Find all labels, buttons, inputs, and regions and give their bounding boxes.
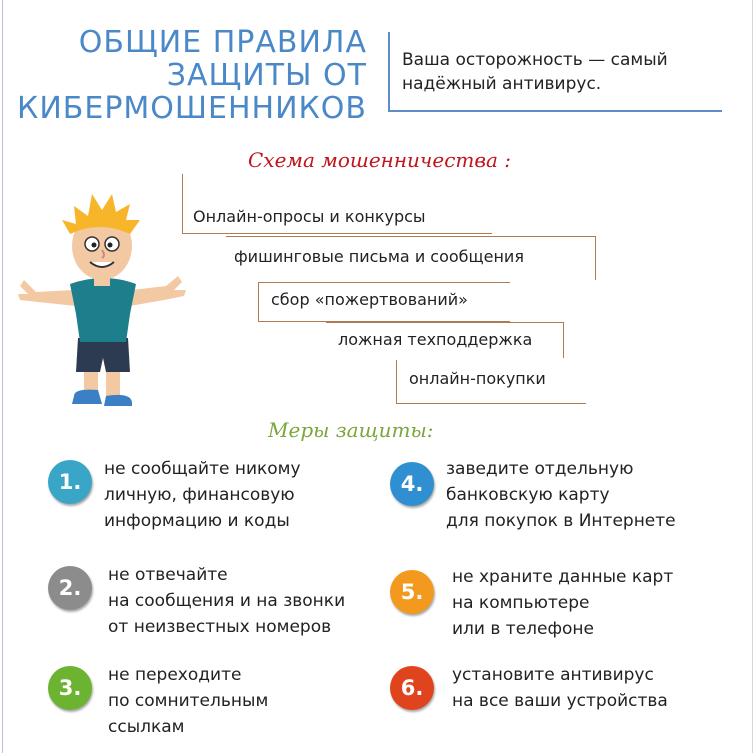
measure-text: не переходите по сомнительным ссылкам bbox=[108, 665, 269, 737]
measure-text: заведите отдельную банковскую карту для покупок в Интернете bbox=[446, 459, 676, 531]
title-line-1: ОБЩИЕ ПРАВИЛА bbox=[78, 25, 367, 60]
measure-number-badge: 6. bbox=[390, 666, 434, 710]
scheme-item-donations: сбор «пожертвований» bbox=[258, 282, 510, 322]
header-divider-horizontal bbox=[388, 110, 722, 112]
measure-text: не отвечайте на сообщения и на звонки от неизвестных номеров bbox=[108, 565, 346, 637]
scheme-item-online-shopping: онлайн-покупки bbox=[396, 360, 586, 404]
slogan: Ваша осторожность — самый надёжный антивирус. bbox=[402, 50, 668, 94]
measure-number-badge: 5. bbox=[390, 570, 434, 614]
measure-number-badge: 3. bbox=[48, 666, 92, 710]
header-divider-vertical bbox=[388, 32, 390, 112]
measures-title: Меры защиты: bbox=[268, 418, 434, 442]
scheme-item-surveys: Онлайн-опросы и конкурсы bbox=[182, 174, 492, 234]
page-title bbox=[17, 26, 367, 125]
scheme-item-fake-support: ложная техподдержка bbox=[326, 322, 564, 358]
title-line-3: КИБЕРМОШЕННИКОВ bbox=[17, 91, 367, 126]
title-line-2: ЗАЩИТЫ ОТ bbox=[166, 58, 367, 93]
measure-number-badge: 2. bbox=[48, 566, 92, 610]
measure-number-badge: 4. bbox=[390, 462, 434, 506]
measure-text: не сообщайте никому личную, финансовую информацию и коды bbox=[104, 459, 301, 531]
measure-number-badge: 1. bbox=[48, 460, 92, 504]
cartoon-boy-icon bbox=[14, 188, 190, 420]
measure-text: не храните данные карт на компьютере или в телефоне bbox=[452, 567, 674, 639]
measure-text: установите антивирус на все ваши устройства bbox=[452, 665, 668, 711]
scheme-item-phishing: фишинговые письма и сообщения bbox=[226, 236, 596, 280]
scheme-title: Схема мошенничества : bbox=[248, 148, 512, 172]
